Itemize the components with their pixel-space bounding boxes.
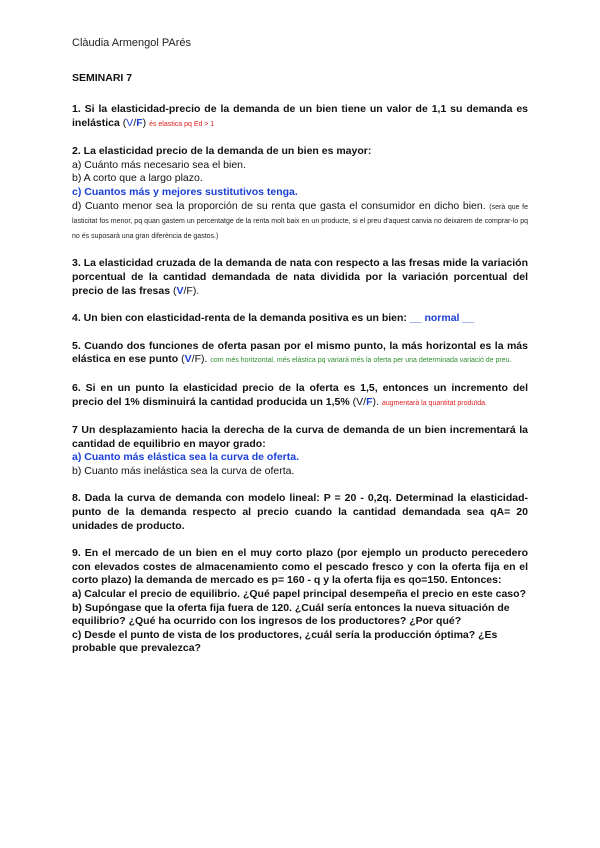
vf-false-selected: F [366, 395, 373, 408]
question-5-note: com més horitzontal, més elàstica pq variarà més la oferta per una determinada variació de preu. [210, 357, 512, 365]
question-7-option-b: b) Cuanto más inelástica sea la curva de oferta. [72, 464, 295, 477]
question-1-note: és elastica pq Ed > 1 [149, 120, 215, 128]
question-4-answer: __ normal __ [409, 312, 475, 325]
document-title: SEMINARI 7 [72, 72, 133, 84]
question-9-part-b: b) Supóngase que la oferta fija fuera de 120. ¿Cuál sería entonces la nueva situación de equilibrio? ¿Qué ha ocurrido con los ingresos de los productores? ¿Por qué? [72, 601, 510, 628]
question-1-vf: (V/F) [122, 116, 147, 129]
vf-true: V [126, 116, 134, 129]
vf-false: F [186, 284, 193, 297]
document-body [72, 72, 528, 670]
question-9-part-c: c) Desde el punto de vista de los productores, ¿cuál sería la producción óptima? ¿Es probable que prevalezca? [72, 628, 498, 655]
question-2-option-a: a) Cuánto más necesario sea el bien. [72, 158, 246, 171]
vf-false-selected: F [136, 116, 143, 129]
question-4-text: 4. Un bien con elasticidad-renta de la demanda positiva es un bien: [72, 312, 407, 325]
question-7 [72, 424, 528, 478]
question-7-text: 7 Un desplazamiento hacia la derecha de la curva de demanda de un bien incrementará la cantidad de equilibrio en mayor grado: [72, 424, 528, 450]
question-7-option-a-answer: a) Cuanto más elástica sea la curva de oferta. [72, 451, 300, 464]
question-6 [72, 382, 528, 410]
question-6-note: augmentarà la quantitat produïda. [381, 399, 487, 407]
question-6-vf: (V/F). [352, 395, 379, 408]
question-8: 8. Dada la curva de demanda con modelo lineal: P = 20 - 0,2q. Determinad la elasticidad-punto de la demanda respecto al precio cuando la cantidad demandada sea qA= 20 unidades de producto. [72, 492, 528, 532]
question-9-part-a: a) Calcular el precio de equilibrio. ¿Qué papel principal desempeña el precio en este caso? [72, 588, 526, 601]
question-2-option-d: d) Cuanto menor sea la proporción de su renta que gasta el consumidor en dicho bien. (serà que fe lasticitat fos menor, pq quan gastem un percentatge de la renta molt baix en un producte, si el preu d'aquest canvia no deixarem de comprar-lo pq no és suposarà una gran diferència de gastos.) [72, 199, 528, 240]
question-9 [72, 547, 528, 656]
question-9-text: 9. En el mercado de un bien en el muy corto plazo (por ejemplo un producto perecedero con elevados costes de almacenamiento como el pescado fresco y con la oferta fija en el corto plazo) la demanda de mercado es p= 160 - q y la oferta fija es qo=150. Entonces: [72, 547, 528, 587]
question-2-note: (serà que fe lasticitat fos menor, pq quan gastem un percentatge de la renta molt baix en un producte, si el preu d'aquest canvia no deixarem de comprar-lo pq no és suposarà una gran diferència de gastos.) [72, 203, 528, 240]
question-2-option-c-answer: c) Cuantos más y mejores sustitutivos tenga. [72, 185, 298, 198]
question-1 [72, 103, 528, 131]
question-6-text: 6. Si en un punto la elasticidad precio de la oferta es 1,5, entonces un incremento del precio del 1% disminuirá la cantidad producida un 1,5% [72, 381, 528, 408]
question-4 [72, 312, 528, 326]
question-1-text: 1. Si la elasticidad-precio de la demanda de un bien tiene un valor de 1,1 su demanda es inelástica [72, 103, 528, 129]
question-5 [72, 340, 528, 368]
question-3-text: 3. La elasticidad cruzada de la demanda de nata con respecto a las fresas mide la variación porcentual de la cantidad demandada de nata dividida por la variación porcentual del precio de las fresas [72, 257, 528, 297]
question-3-vf: (V/F). [172, 284, 200, 297]
question-5-vf: (V/F). [181, 353, 208, 366]
question-2-option-b: b) A corto que a largo plazo. [72, 172, 203, 185]
vf-true-selected: V [176, 284, 184, 297]
question-2 [72, 145, 528, 243]
question-3 [72, 257, 528, 298]
author-name: Clàudia Armengol PArés [72, 37, 192, 49]
vf-true-selected: V [184, 353, 192, 366]
question-2-text: 2. La elasticidad precio de la demanda de un bien es mayor: [72, 145, 372, 158]
question-5-text: 5. Cuando dos funciones de oferta pasan por el mismo punto, la más horizontal es la más elástica en ese punto [72, 339, 528, 366]
vf-true: V [356, 395, 364, 408]
vf-false: F [194, 353, 201, 366]
